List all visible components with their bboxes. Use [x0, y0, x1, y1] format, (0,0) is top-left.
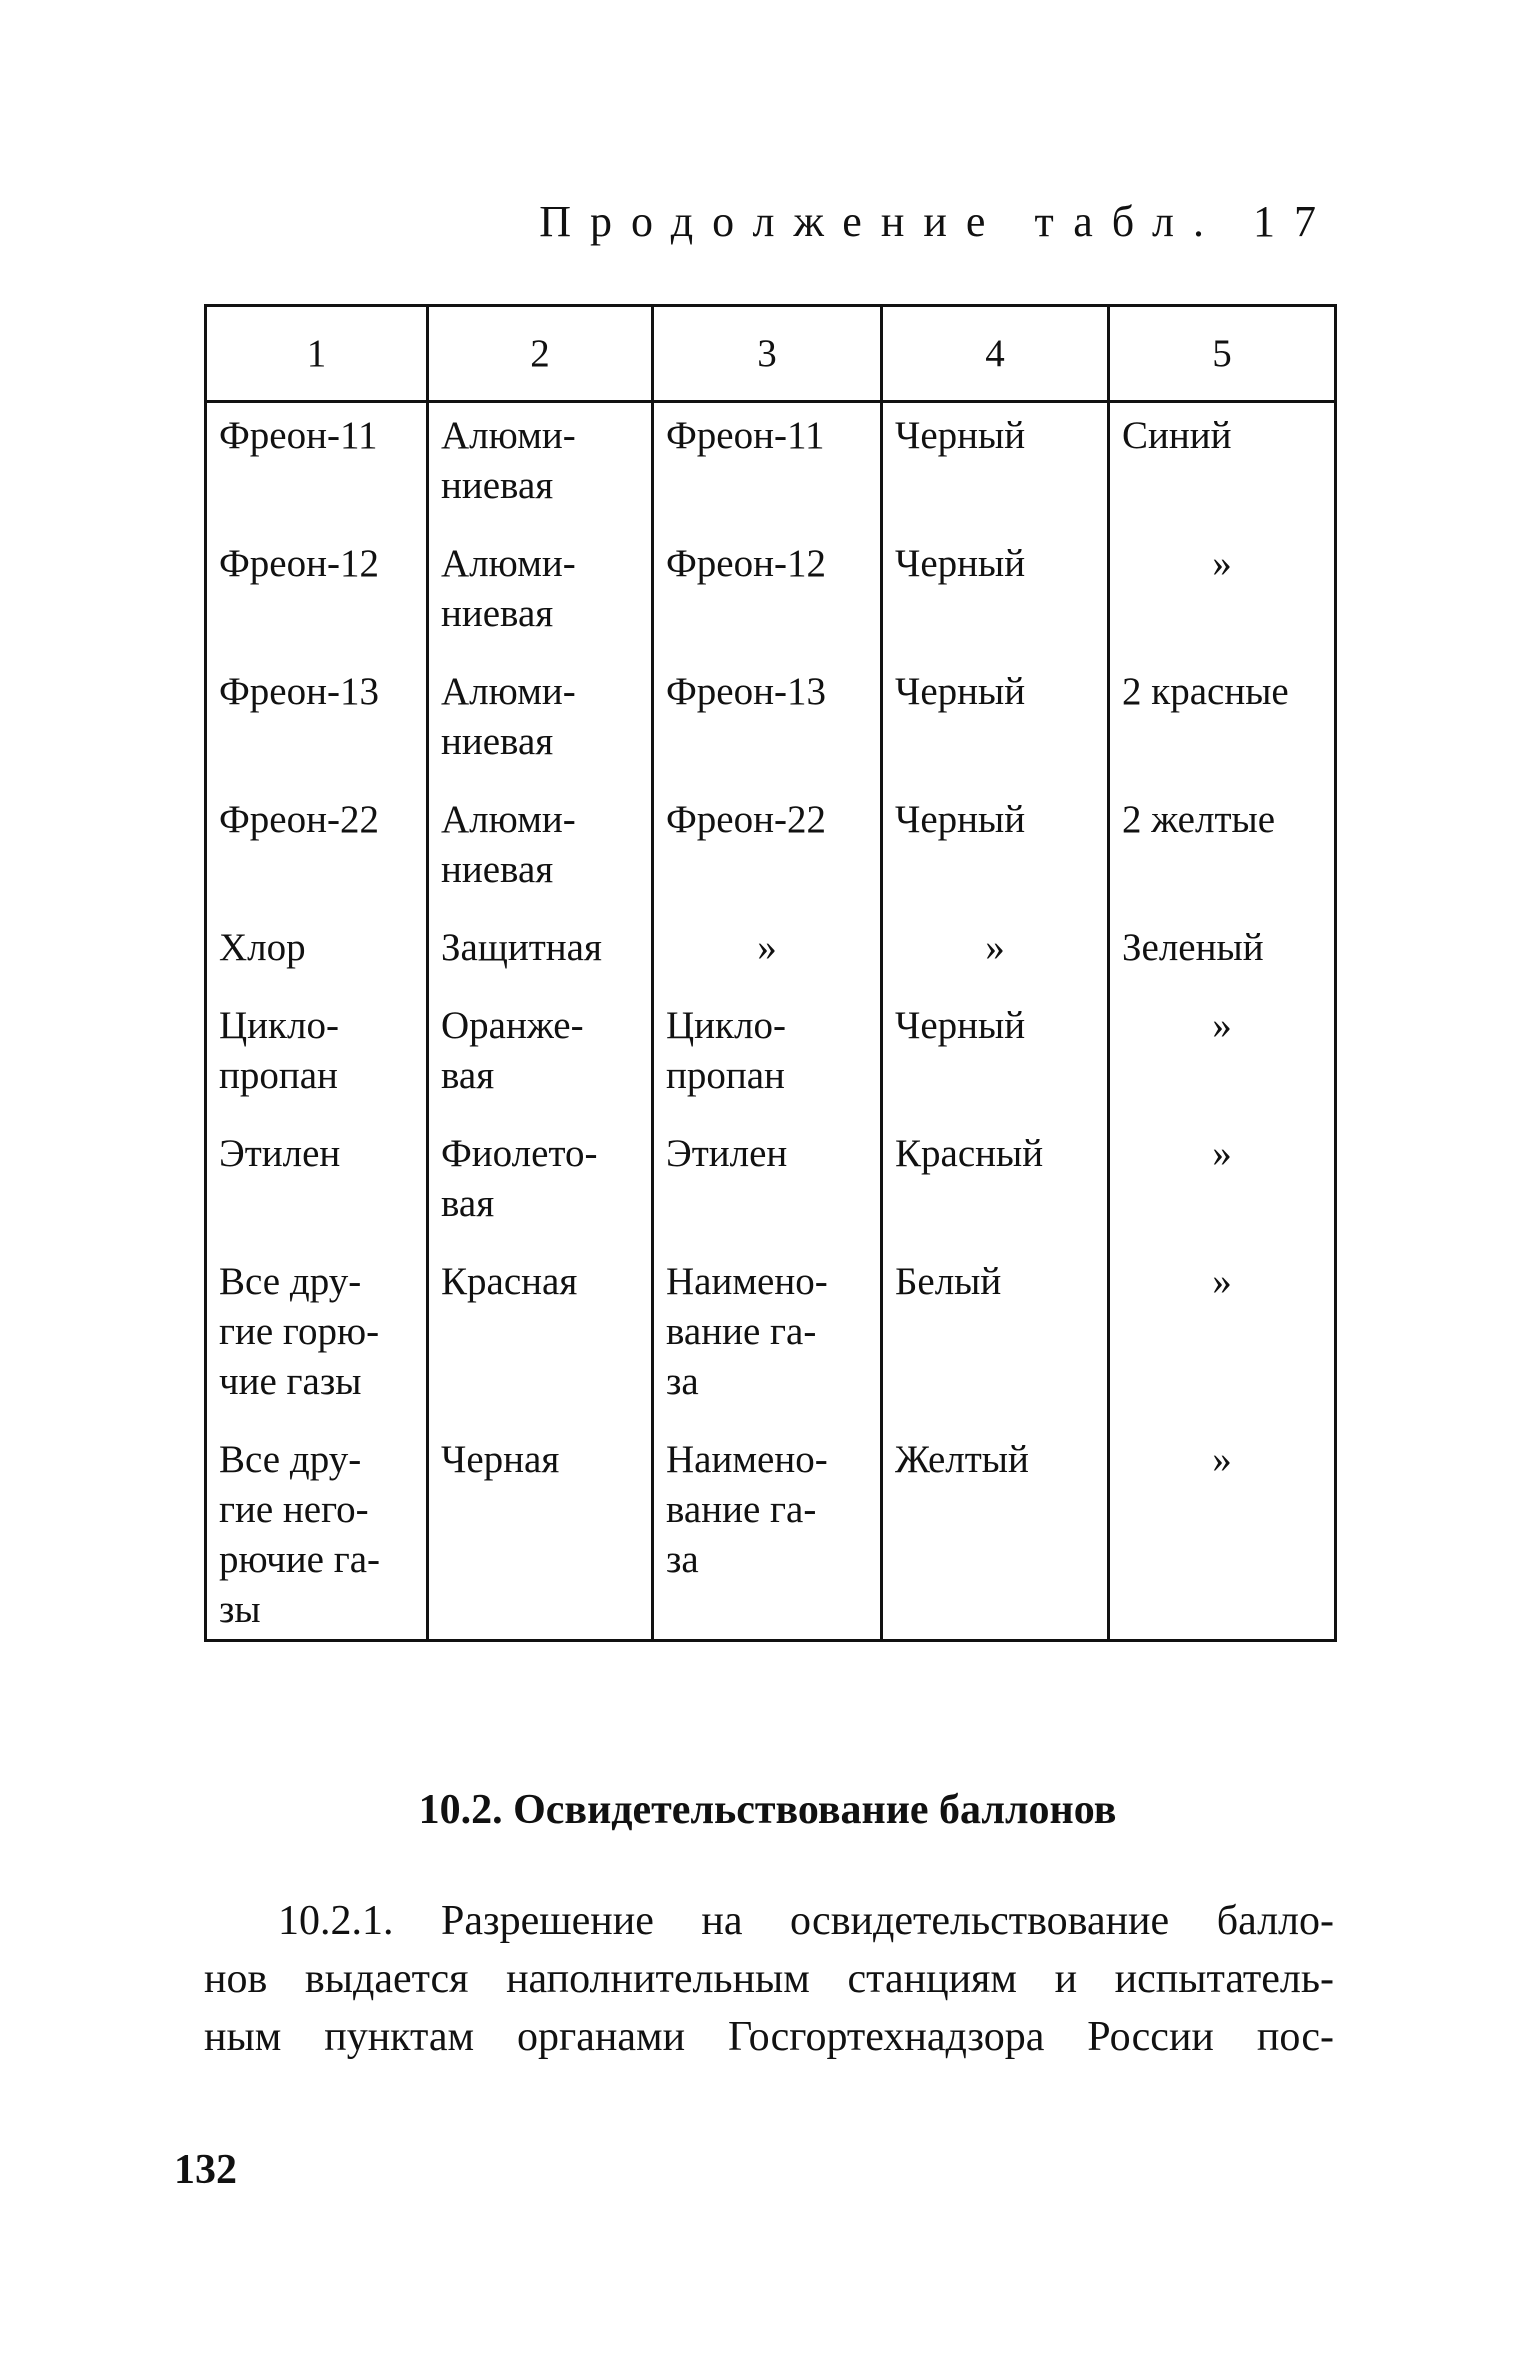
table-cell [1109, 1425, 1336, 1641]
table-cell [882, 529, 1109, 657]
table-row [206, 657, 1336, 785]
table-cell [882, 1119, 1109, 1247]
table-cell [206, 1247, 428, 1425]
table-row [206, 991, 1336, 1119]
cell-text: Синий [1122, 414, 1232, 457]
table-cell [206, 657, 428, 785]
table-cell [428, 991, 653, 1119]
cell-text: Желтый [895, 1438, 1029, 1481]
table-cell [1109, 913, 1336, 991]
table-cell [882, 1425, 1109, 1641]
cell-text: Наимено- вание га- за [666, 1260, 828, 1403]
table-row [206, 529, 1336, 657]
table-row [206, 913, 1336, 991]
cell-text: Алюми- ниевая [441, 670, 576, 763]
cell-text: Черный [895, 670, 1026, 713]
cell-text: Все дру- гие него- рючие га- зы [219, 1438, 380, 1631]
cell-text: Оранже- вая [441, 1004, 584, 1097]
table-row [206, 1425, 1336, 1641]
table-cell [1109, 991, 1336, 1119]
cell-text: » [985, 926, 1005, 969]
table-cell [428, 913, 653, 991]
table-row [206, 402, 1336, 530]
table-cell [428, 1119, 653, 1247]
table-cell [882, 785, 1109, 913]
cell-text: Фреон-13 [666, 670, 826, 713]
cell-text: Фреон-11 [219, 414, 378, 457]
table-cell [882, 1247, 1109, 1425]
paragraph-line: ным пунктам органами Госгортехнадзора России пос- [204, 2014, 1334, 2060]
cell-text: Фреон-22 [219, 798, 379, 841]
table-cell [206, 913, 428, 991]
cell-text: Фреон-13 [219, 670, 379, 713]
cell-text: Все дру- гие горю- чие газы [219, 1260, 380, 1403]
table-cell [882, 402, 1109, 530]
table-cell [1109, 529, 1336, 657]
table-cell [1109, 402, 1336, 530]
table-cell [428, 1247, 653, 1425]
paragraph-line: нов выдается наполнительным станциям и испытатель- [204, 1956, 1334, 2002]
cell-text: Цикло- пропан [219, 1004, 339, 1097]
column-header: 1 [206, 306, 428, 402]
cell-text: Защитная [441, 926, 602, 969]
table-row [206, 785, 1336, 913]
table-cell [1109, 1119, 1336, 1247]
cell-text: Фреон-12 [666, 542, 826, 585]
column-header: 3 [653, 306, 882, 402]
cell-text: 2 красные [1122, 670, 1289, 713]
table-cell [653, 785, 882, 913]
cell-text: Хлор [219, 926, 306, 969]
cell-text: Черный [895, 1004, 1026, 1047]
cell-text: Этилен [219, 1132, 341, 1175]
cell-text: Алюми- ниевая [441, 414, 576, 507]
column-header: 4 [882, 306, 1109, 402]
table-cell [206, 785, 428, 913]
table-cell [653, 657, 882, 785]
table-cell [653, 1425, 882, 1641]
cell-text: » [1212, 542, 1232, 585]
table-cell [206, 991, 428, 1119]
cell-text: Фиолето- вая [441, 1132, 598, 1225]
table-cell [428, 657, 653, 785]
table-cell [882, 991, 1109, 1119]
cell-text: Цикло- пропан [666, 1004, 786, 1097]
table-row [206, 1247, 1336, 1425]
cell-text: Алюми- ниевая [441, 542, 576, 635]
table-cell [428, 402, 653, 530]
cell-text: 2 желтые [1122, 798, 1276, 841]
cell-text: Алюми- ниевая [441, 798, 576, 891]
table-cell [206, 1119, 428, 1247]
table-cell [1109, 1247, 1336, 1425]
column-header: 2 [428, 306, 653, 402]
cell-text: » [1212, 1004, 1232, 1047]
table-row [206, 1119, 1336, 1247]
table-cell [882, 657, 1109, 785]
table-cell [653, 1247, 882, 1425]
table-cell [653, 991, 882, 1119]
cell-text: » [1212, 1132, 1232, 1175]
table-header [206, 306, 1336, 402]
cell-text: » [1212, 1438, 1232, 1481]
table-cell [882, 913, 1109, 991]
header-row [206, 306, 1336, 402]
table-cell [653, 913, 882, 991]
table-cell [206, 529, 428, 657]
cell-text: Фреон-22 [666, 798, 826, 841]
column-header: 5 [1109, 306, 1336, 402]
body-paragraph [204, 1892, 1334, 2066]
table-cell [653, 529, 882, 657]
table-caption: Продолжение табл. 17 [539, 197, 1335, 246]
cell-text: Фреон-11 [666, 414, 825, 457]
cell-text: Черный [895, 414, 1026, 457]
table-cell [206, 402, 428, 530]
table-cell [428, 529, 653, 657]
cylinder-marking-table [204, 304, 1337, 1642]
table-cell [653, 1119, 882, 1247]
cell-text: Зеленый [1122, 926, 1264, 969]
cell-text: Наимено- вание га- за [666, 1438, 828, 1581]
page-number: 132 [174, 2147, 237, 2193]
table-cell [1109, 657, 1336, 785]
cell-text: Красная [441, 1260, 578, 1303]
table-cell [206, 1425, 428, 1641]
cell-text: Черная [441, 1438, 560, 1481]
table-cell [428, 1425, 653, 1641]
paragraph-line: 10.2.1. Разрешение на освидетельствование балло- [278, 1898, 1334, 1944]
table-cell [428, 785, 653, 913]
table-cell [1109, 785, 1336, 913]
cell-text: » [1212, 1260, 1232, 1303]
cell-text: Черный [895, 798, 1026, 841]
section-heading: 10.2. Освидетельствование баллонов [418, 1787, 1117, 1833]
cell-text: » [757, 926, 777, 969]
cell-text: Красный [895, 1132, 1044, 1175]
cell-text: Фреон-12 [219, 542, 379, 585]
table-body [206, 402, 1336, 1641]
cell-text: Этилен [666, 1132, 788, 1175]
cell-text: Черный [895, 542, 1026, 585]
cell-text: Белый [895, 1260, 1002, 1303]
table-cell [653, 402, 882, 530]
